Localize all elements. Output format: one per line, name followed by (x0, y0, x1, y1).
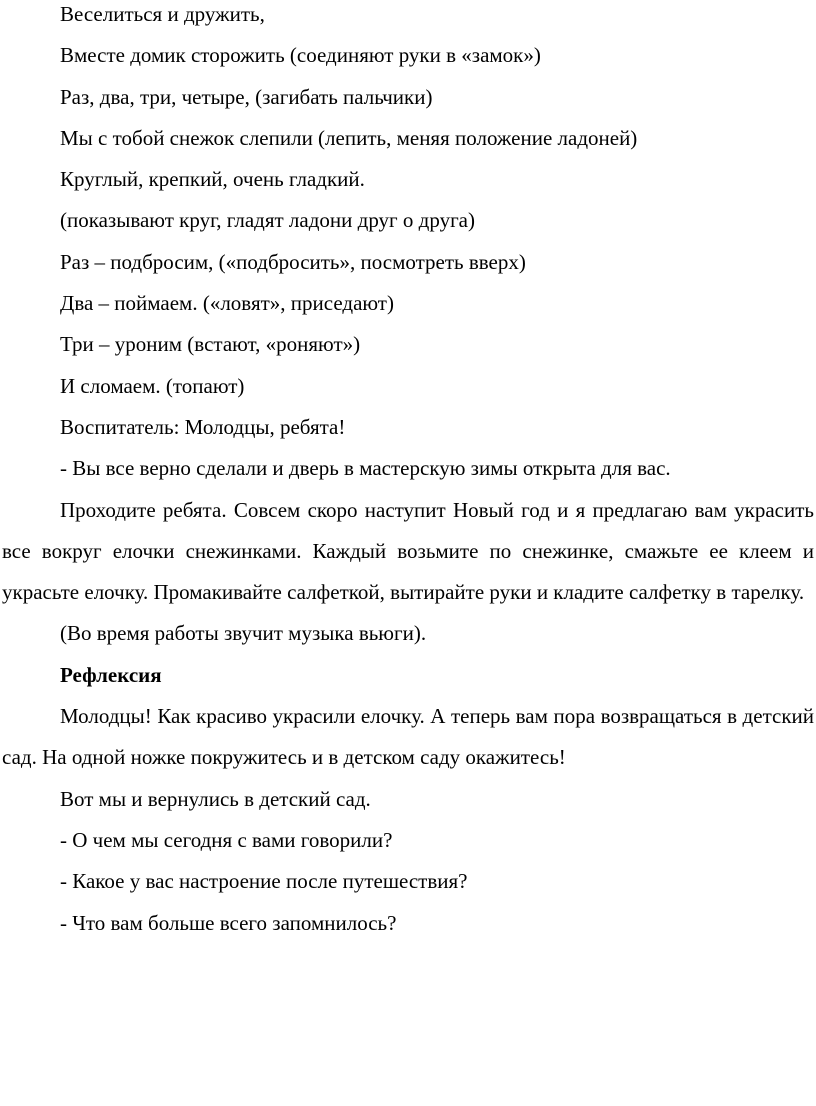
paragraph-16: Молодцы! Как красиво украсили елочку. А теперь вам пора возвращаться в детский сад. На одной ножке покружитесь и в детском саду окажитесь! (2, 704, 814, 770)
paragraph-8: Два – поймаем. («ловят», приседают) (60, 291, 394, 316)
paragraph-3: Раз, два, три, четыре, (загибать пальчики) (60, 84, 433, 109)
paragraph-20: - Что вам больше всего запомнилось? (60, 910, 397, 935)
paragraph-4: Мы с тобой снежок слепили (лепить, меняя положение ладоней) (60, 125, 638, 150)
paragraph-18: - О чем мы сегодня с вами говорили? (60, 827, 393, 852)
paragraph-7: Раз – подбросим, («подбросить», посмотреть вверх) (60, 249, 526, 274)
paragraph-1: Веселиться и дружить, (60, 2, 265, 26)
section-heading: Рефлексия (60, 662, 162, 687)
paragraph-2: Вместе домик сторожить (соединяют руки в «замок») (60, 43, 541, 68)
paragraph-14: (Во время работы звучит музыка вьюги). (60, 621, 427, 646)
paragraph-10: И сломаем. (топают) (60, 373, 245, 398)
document-body (2, 0, 814, 944)
paragraph-12: - Вы все верно сделали и дверь в мастерскую зимы открыта для вас. (60, 456, 671, 481)
paragraph-19: - Какое у вас настроение после путешествия? (60, 869, 468, 894)
paragraph-5: Круглый, крепкий, очень гладкий. (60, 167, 365, 192)
paragraph-6: (показывают круг, гладят ладони друг о друга) (60, 208, 475, 233)
paragraph-13: Проходите ребята. Совсем скоро наступит Новый год и я предлагаю вам украсить все вокруг елочки снежинками. Каждый возьмите по снежинке, смажьте ее клеем и украсьте елочку. Промакивайте салфеткой, вытирайте руки и кладите салфетку в тарелку. (2, 497, 814, 605)
paragraph-9: Три – уроним (встают, «роняют») (60, 332, 361, 357)
paragraph-11: Воспитатель: Молодцы, ребята! (60, 414, 346, 439)
paragraph-17: Вот мы и вернулись в детский сад. (60, 786, 371, 811)
